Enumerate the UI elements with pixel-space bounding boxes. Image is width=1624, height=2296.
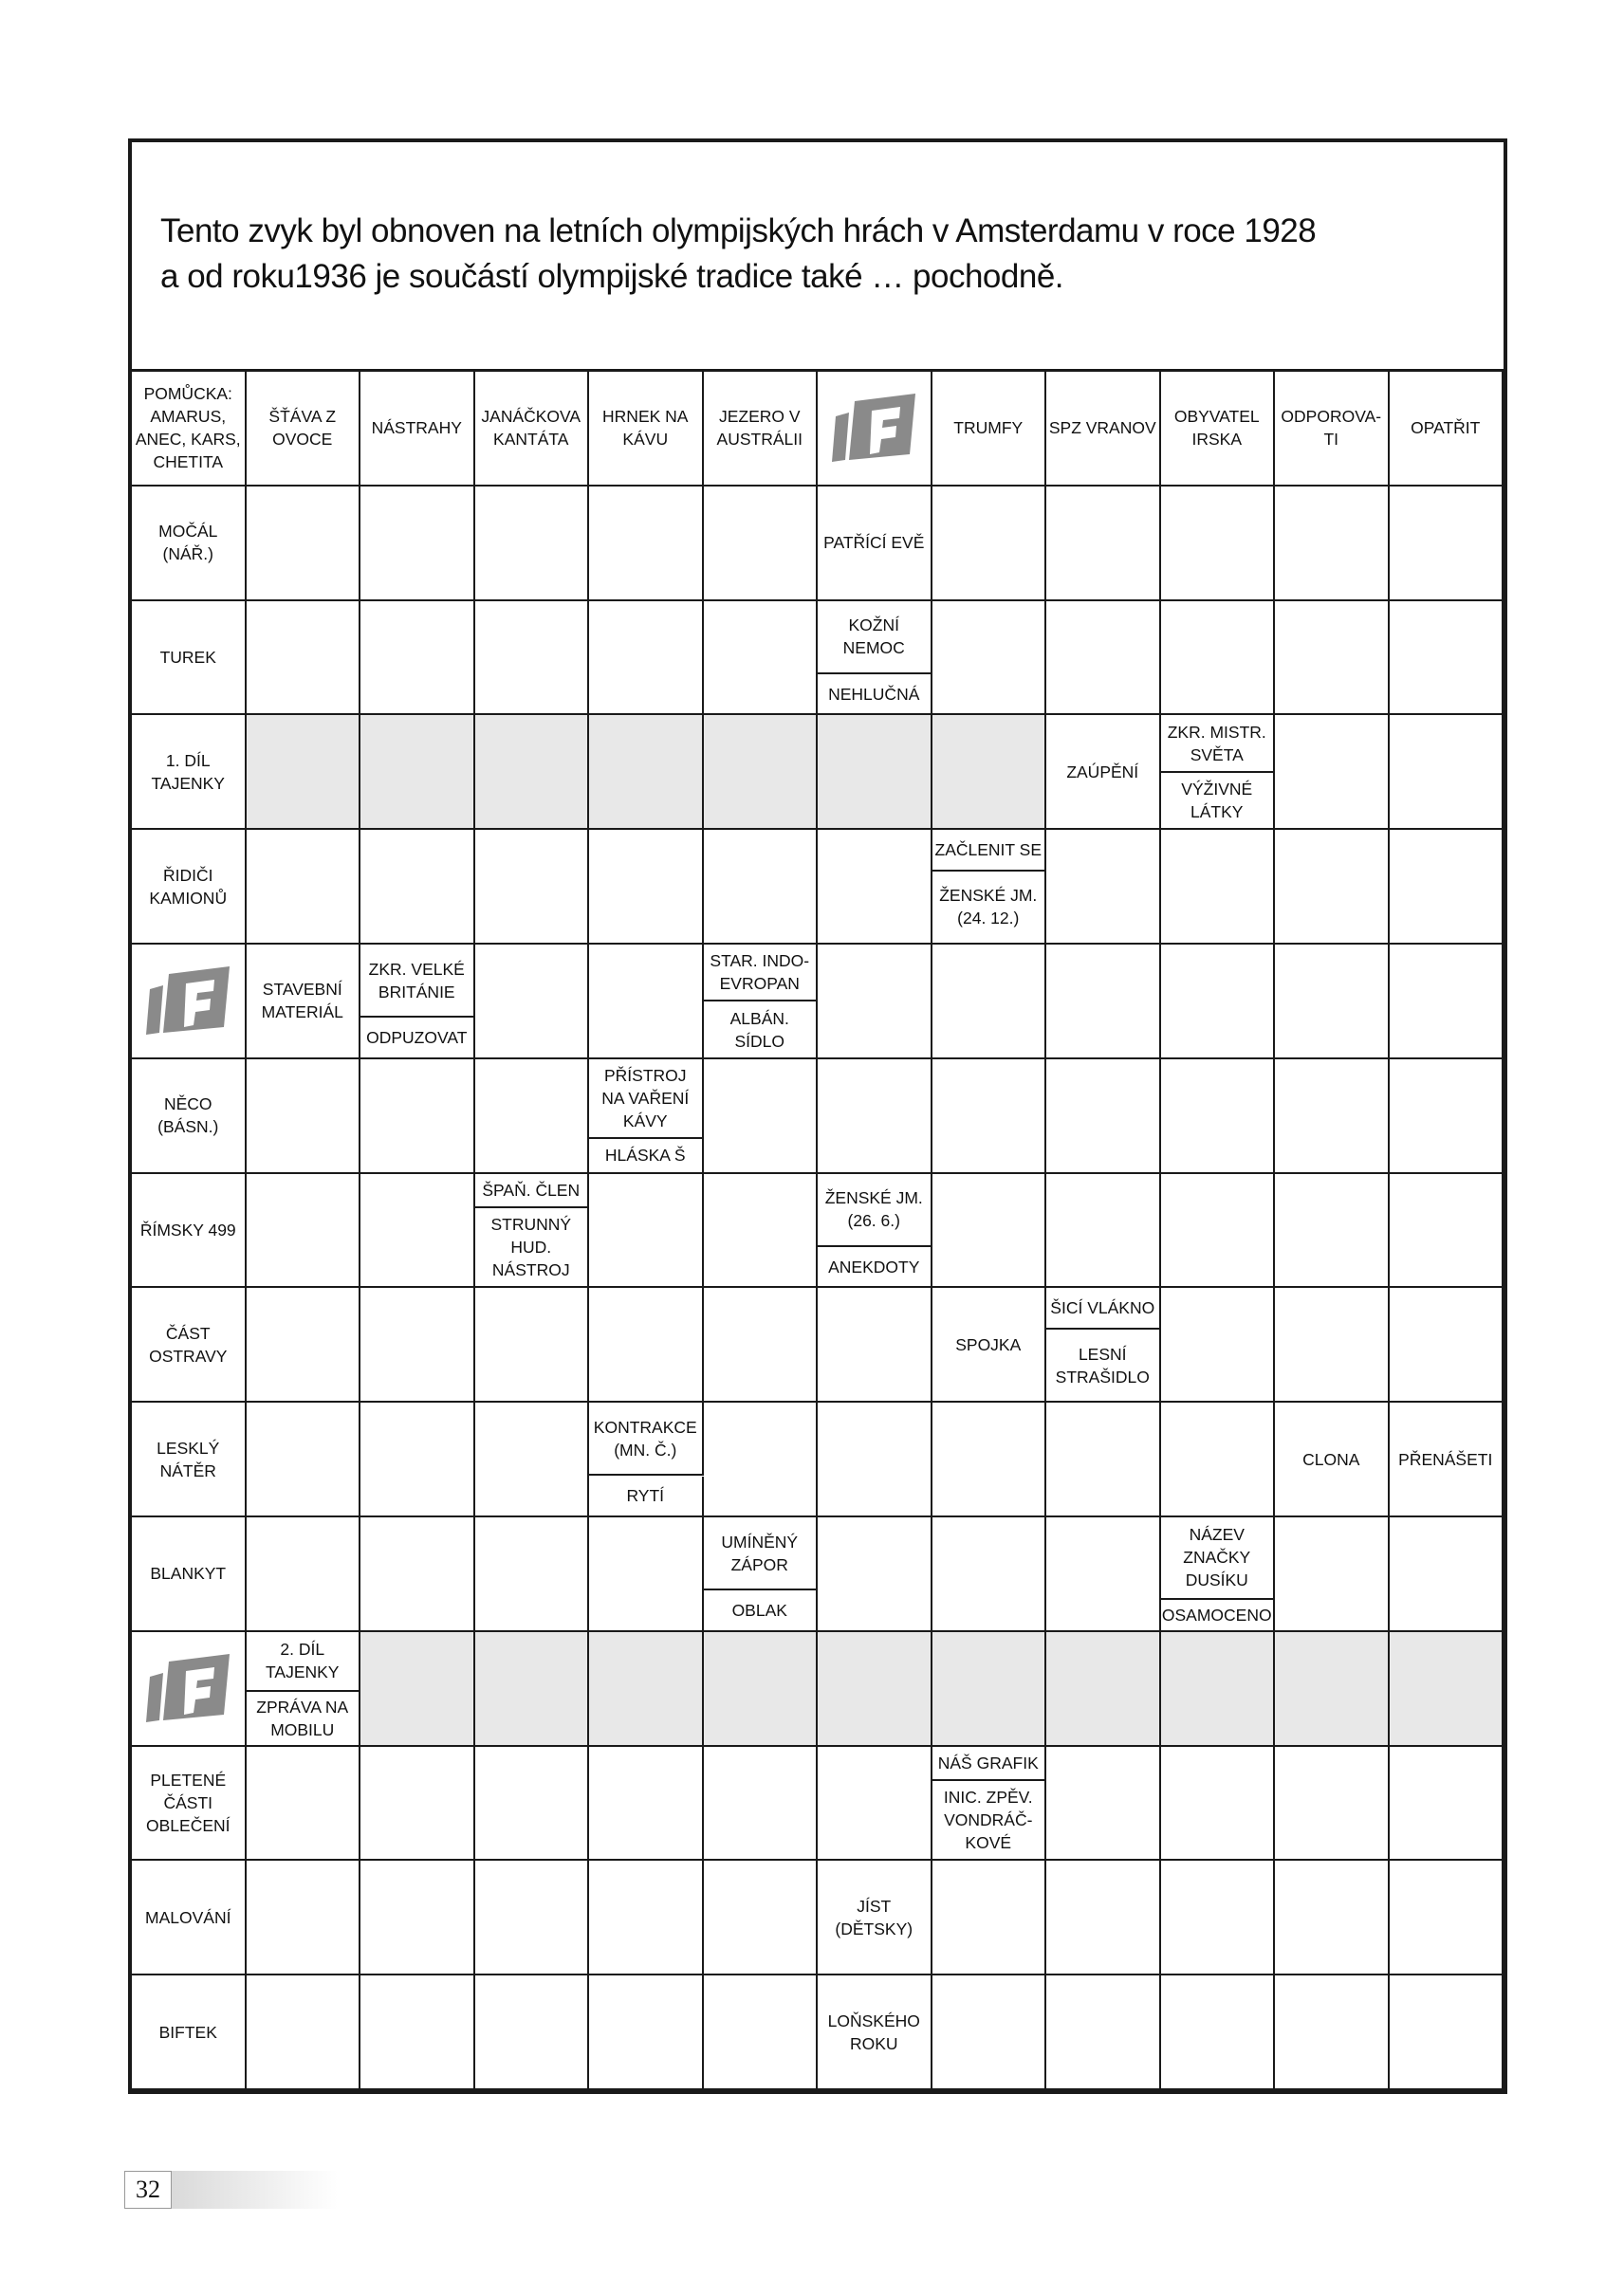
- clue-patrici-eve: PATŘÍCÍ EVĚ: [818, 487, 932, 601]
- row-clue-7: LESKLÝ NÁTĚR: [132, 1403, 247, 1517]
- answer-cell[interactable]: [1390, 715, 1504, 830]
- answer-cell[interactable]: [247, 1403, 361, 1517]
- answer-cell[interactable]: [360, 1174, 475, 1289]
- answer-cell[interactable]: [1046, 1059, 1161, 1174]
- page-number: 32: [124, 2171, 172, 2209]
- answer-cell[interactable]: [360, 1517, 475, 1632]
- clue-zaupeni: ZAÚPĚNÍ: [1046, 715, 1161, 830]
- row-clue-5: ŘÍMSKY 499: [132, 1174, 247, 1289]
- clue-vyzivne-latky: VÝŽIVNÉ LÁTKY: [1161, 773, 1276, 830]
- clue-zaclenit-se: ZAČLENIT SE: [932, 830, 1047, 871]
- answer-cell[interactable]: [1390, 601, 1504, 716]
- answer-cell[interactable]: [1046, 1747, 1161, 1862]
- answer-cell[interactable]: [360, 1861, 475, 1975]
- answer-cell[interactable]: [247, 601, 361, 716]
- clue-span-clen: ŠPAŇ. ČLEN: [475, 1174, 590, 1208]
- answer-cell[interactable]: [247, 1288, 361, 1403]
- answer-cell[interactable]: [475, 1403, 590, 1517]
- answer-cell[interactable]: [589, 1632, 704, 1747]
- answer-cell[interactable]: [1390, 1174, 1504, 1289]
- answer-cell[interactable]: [1161, 1174, 1276, 1289]
- header-clue-7: TRUMFY: [932, 372, 1047, 487]
- clue-umineny-zapor: UMÍNĚNÝ ZÁPOR: [704, 1517, 819, 1590]
- clue-nehlucna: NEHLUČNÁ: [818, 674, 932, 715]
- answer-cell[interactable]: [818, 715, 932, 830]
- answer-cell[interactable]: [589, 945, 704, 1059]
- answer-cell[interactable]: [247, 1059, 361, 1174]
- header-clue-4: HRNEK NA KÁVU: [589, 372, 704, 487]
- row-clue-1: TUREK: [132, 601, 247, 716]
- title-line-1: Tento zvyk byl obnoven na letních olympijských hrách v Amsterdamu v roce 1928: [160, 212, 1317, 249]
- answer-cell[interactable]: [1161, 1403, 1276, 1517]
- clue-stavebni-material: STAVEBNÍ MATERIÁL: [247, 945, 361, 1059]
- publisher-logo-icon: [144, 964, 231, 1037]
- clue-nazev-dusiku: NÁZEV ZNAČKY DUSÍKU: [1161, 1517, 1276, 1600]
- answer-cell[interactable]: [1046, 1403, 1161, 1517]
- clue-tajenka-2: 2. DÍL TAJENKY: [247, 1632, 361, 1692]
- answer-cell[interactable]: [1275, 715, 1390, 830]
- answer-cell[interactable]: [475, 487, 590, 601]
- answer-cell[interactable]: [589, 1288, 704, 1403]
- answer-cell[interactable]: [1275, 830, 1390, 945]
- clue-oblak: OBLAK: [704, 1590, 819, 1631]
- publisher-logo-icon: [144, 1652, 231, 1724]
- answer-cell[interactable]: [818, 1059, 932, 1174]
- clue-zenske-jm-24: ŽENSKÉ JM. (24. 12.): [932, 872, 1047, 945]
- answer-cell[interactable]: [1275, 1861, 1390, 1975]
- answer-cell[interactable]: [1161, 1288, 1276, 1403]
- answer-cell[interactable]: [1275, 1632, 1390, 1747]
- clue-kontrakce: KONTRAKCE (MN. Č.): [589, 1403, 704, 1476]
- row-clue-2: 1. DÍL TAJENKY: [132, 715, 247, 830]
- answer-cell[interactable]: [1275, 1747, 1390, 1862]
- answer-cell[interactable]: [1390, 1059, 1504, 1174]
- answer-cell[interactable]: [932, 715, 1047, 830]
- crossword-grid: [132, 372, 1504, 2090]
- answer-cell[interactable]: [704, 487, 819, 601]
- clue-ryti: RYTÍ: [589, 1477, 704, 1517]
- header-clue-2: NÁSTRAHY: [360, 372, 475, 487]
- clue-lonskeho-roku: LOŇSKÉHO ROKU: [818, 1975, 932, 2090]
- answer-cell[interactable]: [247, 830, 361, 945]
- answer-cell[interactable]: [1390, 1861, 1504, 1975]
- answer-cell[interactable]: [360, 1747, 475, 1862]
- answer-cell[interactable]: [589, 1747, 704, 1862]
- answer-cell[interactable]: [932, 1975, 1047, 2090]
- answer-cell[interactable]: [818, 945, 932, 1059]
- answer-cell[interactable]: [1275, 945, 1390, 1059]
- answer-cell[interactable]: [1161, 487, 1276, 601]
- clue-spojka: SPOJKA: [932, 1288, 1047, 1403]
- clue-strunny-nastroj: STRUNNÝ HUD. NÁSTROJ: [475, 1208, 590, 1289]
- title-text: [160, 209, 1316, 300]
- header-logo: [818, 372, 932, 487]
- answer-cell[interactable]: [247, 1747, 361, 1862]
- answer-cell[interactable]: [704, 830, 819, 945]
- answer-cell[interactable]: [1390, 830, 1504, 945]
- clue-nas-grafik: NÁŠ GRAFIK: [932, 1747, 1047, 1781]
- clue-star-indoevropan: STAR. INDO-EVROPAN: [704, 945, 819, 1001]
- answer-cell[interactable]: [360, 1975, 475, 2090]
- answer-cell[interactable]: [704, 1403, 819, 1517]
- answer-cell[interactable]: [932, 1861, 1047, 1975]
- answer-cell[interactable]: [360, 601, 475, 716]
- header-clue-8: SPZ VRANOV: [1046, 372, 1161, 487]
- answer-cell[interactable]: [1046, 601, 1161, 716]
- clue-jist-detsky: JÍST (DĚTSKY): [818, 1861, 932, 1975]
- answer-cell[interactable]: [704, 1861, 819, 1975]
- answer-cell[interactable]: [475, 945, 590, 1059]
- clue-sici-vlakno: ŠICÍ VLÁKNO: [1046, 1288, 1161, 1329]
- answer-cell[interactable]: [1046, 1632, 1161, 1747]
- answer-cell[interactable]: [247, 1861, 361, 1975]
- answer-cell[interactable]: [818, 1517, 932, 1632]
- clue-kozni-nemoc: KOŽNÍ NEMOC: [818, 601, 932, 674]
- answer-cell[interactable]: [589, 1975, 704, 2090]
- answer-cell[interactable]: [932, 1517, 1047, 1632]
- answer-cell[interactable]: [818, 830, 932, 945]
- answer-cell[interactable]: [360, 830, 475, 945]
- row-clue-4: NĚCO (BÁSN.): [132, 1059, 247, 1174]
- answer-cell[interactable]: [1275, 1517, 1390, 1632]
- answer-cell[interactable]: [704, 715, 819, 830]
- answer-cell[interactable]: [589, 487, 704, 601]
- answer-cell[interactable]: [589, 830, 704, 945]
- answer-cell[interactable]: [818, 1747, 932, 1862]
- answer-cell[interactable]: [1046, 1975, 1161, 2090]
- answer-cell[interactable]: [1390, 1975, 1504, 2090]
- answer-cell[interactable]: [1161, 601, 1276, 716]
- answer-cell[interactable]: [475, 1861, 590, 1975]
- row-clue-6: ČÁST OSTRAVY: [132, 1288, 247, 1403]
- clue-clona: CLONA: [1275, 1403, 1390, 1517]
- answer-cell[interactable]: [818, 1632, 932, 1747]
- answer-cell[interactable]: [932, 601, 1047, 716]
- answer-cell[interactable]: [704, 1288, 819, 1403]
- row11-logo: [132, 1632, 247, 1747]
- answer-cell[interactable]: [1275, 1288, 1390, 1403]
- header-clue-1: ŠŤÁVA Z OVOCE: [247, 372, 361, 487]
- answer-cell[interactable]: [1046, 830, 1161, 945]
- answer-cell[interactable]: [360, 1059, 475, 1174]
- answer-cell[interactable]: [589, 1861, 704, 1975]
- answer-cell[interactable]: [704, 1747, 819, 1862]
- header-clue-11: OPATŘIT: [1390, 372, 1504, 487]
- answer-cell[interactable]: [1390, 1517, 1504, 1632]
- answer-cell[interactable]: [1161, 945, 1276, 1059]
- crossword-sheet: [128, 138, 1507, 2094]
- answer-cell[interactable]: [475, 830, 590, 945]
- answer-cell[interactable]: [1161, 1861, 1276, 1975]
- clue-pristroj-kava: PŘÍSTROJ NA VAŘENÍ KÁVY: [589, 1059, 704, 1140]
- answer-cell[interactable]: [247, 715, 361, 830]
- row-clue-0: MOČÁL (NÁŘ.): [132, 487, 247, 601]
- clue-lesni-strasidlo: LESNÍ STRAŠIDLO: [1046, 1330, 1161, 1403]
- answer-cell[interactable]: [1390, 1747, 1504, 1862]
- row-clue-8: BLANKYT: [132, 1517, 247, 1632]
- answer-cell[interactable]: [1275, 487, 1390, 601]
- clue-zenske-jm-26: ŽENSKÉ JM. (26. 6.): [818, 1174, 932, 1247]
- answer-cell[interactable]: [932, 487, 1047, 601]
- clue-alban-sidlo: ALBÁN. SÍDLO: [704, 1001, 819, 1058]
- clue-anekdoty: ANEKDOTY: [818, 1247, 932, 1288]
- answer-cell[interactable]: [475, 1632, 590, 1747]
- row-clue-9: PLETENÉ ČÁSTI OBLEČENÍ: [132, 1747, 247, 1862]
- answer-cell[interactable]: [360, 1288, 475, 1403]
- answer-cell[interactable]: [1161, 1632, 1276, 1747]
- answer-cell[interactable]: [1275, 1975, 1390, 2090]
- header-clue-0: POMŮCKA: AMARUS, ANEC, KARS, CHETITA: [132, 372, 247, 487]
- answer-cell[interactable]: [475, 715, 590, 830]
- answer-cell[interactable]: [1046, 1174, 1161, 1289]
- clue-inic-zpev: INIC. ZPĚV. VONDRÁČ-KOVÉ: [932, 1781, 1047, 1862]
- answer-cell[interactable]: [475, 1059, 590, 1174]
- header-clue-5: JEZERO V AUSTRÁLII: [704, 372, 819, 487]
- answer-cell[interactable]: [1161, 1059, 1276, 1174]
- answer-cell[interactable]: [1046, 1517, 1161, 1632]
- header-clue-9: OBYVATEL IRSKA: [1161, 372, 1276, 487]
- answer-cell[interactable]: [475, 601, 590, 716]
- clue-prenaseti: PŘENÁŠETI: [1390, 1403, 1504, 1517]
- publisher-logo-icon: [830, 392, 917, 464]
- row-clue-3: ŘIDIČI KAMIONŮ: [132, 830, 247, 945]
- answer-cell[interactable]: [1390, 1632, 1504, 1747]
- header-clue-10: ODPOROVA-TI: [1275, 372, 1390, 487]
- answer-cell[interactable]: [704, 1632, 819, 1747]
- answer-cell[interactable]: [1275, 1059, 1390, 1174]
- answer-cell[interactable]: [589, 601, 704, 716]
- answer-cell[interactable]: [1275, 601, 1390, 716]
- answer-cell[interactable]: [589, 715, 704, 830]
- answer-cell[interactable]: [247, 1975, 361, 2090]
- row5-logo: [132, 945, 247, 1059]
- answer-cell[interactable]: [360, 715, 475, 830]
- clue-odpuzovat: ODPUZOVAT: [360, 1018, 475, 1058]
- answer-cell[interactable]: [704, 601, 819, 716]
- answer-cell[interactable]: [1161, 1975, 1276, 2090]
- title-box: [132, 142, 1504, 372]
- title-line-2: a od roku1936 je součástí olympijské tradice také … pochodně.: [160, 258, 1064, 295]
- header-clue-3: JANÁČKOVA KANTÁTA: [475, 372, 590, 487]
- answer-cell[interactable]: [704, 1059, 819, 1174]
- answer-cell[interactable]: [1390, 945, 1504, 1059]
- clue-zkr-mistr-sveta: ZKR. MISTR. SVĚTA: [1161, 715, 1276, 772]
- clue-osamoceno: OSAMOCENO: [1161, 1600, 1276, 1632]
- answer-cell[interactable]: [589, 1517, 704, 1632]
- row-clue-10: MALOVÁNÍ: [132, 1861, 247, 1975]
- clue-zprava-mobil: ZPRÁVA NA MOBILU: [247, 1692, 361, 1747]
- answer-cell[interactable]: [704, 1174, 819, 1289]
- clue-zkr-velke-britanie: ZKR. VELKÉ BRITÁNIE: [360, 945, 475, 1018]
- answer-cell[interactable]: [360, 1632, 475, 1747]
- answer-cell[interactable]: [360, 487, 475, 601]
- answer-cell[interactable]: [932, 1059, 1047, 1174]
- answer-cell[interactable]: [475, 1288, 590, 1403]
- answer-cell[interactable]: [704, 1975, 819, 2090]
- answer-cell[interactable]: [1275, 1174, 1390, 1289]
- answer-cell[interactable]: [475, 1517, 590, 1632]
- answer-cell[interactable]: [1046, 487, 1161, 601]
- answer-cell[interactable]: [247, 1174, 361, 1289]
- answer-cell[interactable]: [932, 1174, 1047, 1289]
- answer-cell[interactable]: [247, 1517, 361, 1632]
- answer-cell[interactable]: [932, 1632, 1047, 1747]
- answer-cell[interactable]: [1390, 1288, 1504, 1403]
- answer-cell[interactable]: [1390, 487, 1504, 601]
- clue-hlaska-s: HLÁSKA Š: [589, 1139, 704, 1173]
- answer-cell[interactable]: [1046, 945, 1161, 1059]
- answer-cell[interactable]: [1161, 1747, 1276, 1862]
- answer-cell[interactable]: [475, 1747, 590, 1862]
- answer-cell[interactable]: [932, 1403, 1047, 1517]
- answer-cell[interactable]: [589, 1174, 704, 1289]
- answer-cell[interactable]: [247, 487, 361, 601]
- answer-cell[interactable]: [818, 1288, 932, 1403]
- row-clue-biftek: BIFTEK: [132, 1975, 247, 2090]
- answer-cell[interactable]: [360, 1403, 475, 1517]
- answer-cell[interactable]: [818, 1403, 932, 1517]
- answer-cell[interactable]: [1161, 830, 1276, 945]
- answer-cell[interactable]: [932, 945, 1047, 1059]
- answer-cell[interactable]: [475, 1975, 590, 2090]
- answer-cell[interactable]: [1046, 1861, 1161, 1975]
